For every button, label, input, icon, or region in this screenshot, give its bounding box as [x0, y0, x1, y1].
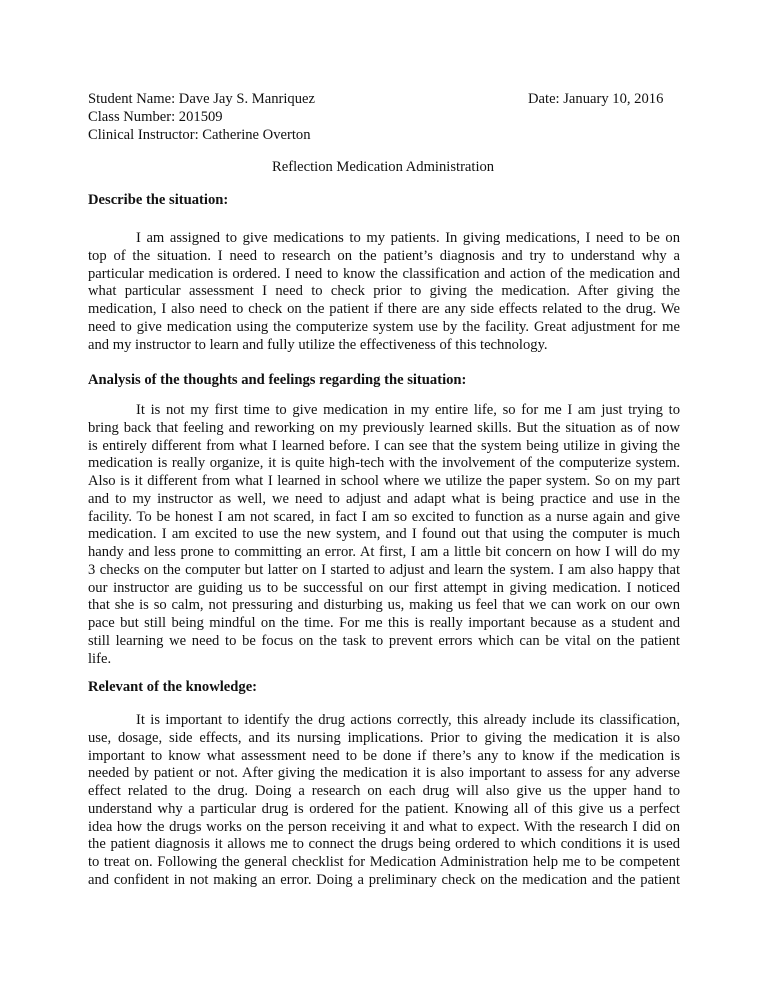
paragraph-line: medication is really organize, it is quite high-tech with the involvement of the computerize system. [88, 455, 680, 472]
paragraph-line: 3 checks on the computer but latter on I started to adjust and learn the system. I am also happy that [88, 561, 680, 578]
paragraph-line: needed by patient or not. After giving the medication it is also important to assess for any adverse [88, 765, 680, 782]
paragraph-line: what particular assessment I need to check prior to giving the medication. After giving the [88, 283, 680, 300]
paragraph-line: It is important to identify the drug actions correctly, this already include its classification, [136, 712, 680, 728]
student-name: Student Name: Dave Jay S. Manriquez [88, 91, 315, 107]
paragraph-line: life. [88, 650, 112, 667]
paragraph-line: top of the situation. I need to research on the patient’s diagnosis and try to understand why a [88, 247, 680, 264]
paragraph-line: pace but still being mindful on the time. For me this is really important because as a student and [88, 615, 680, 631]
paragraph-line: particular medication is ordered. I need to know the classification and action of the medication and [88, 265, 680, 282]
paragraph-line: use, dosage, side effects, and its nursing implications. Prior to giving the medication it is also [88, 729, 680, 746]
paragraph-line: facility. To be honest I am not scared, in fact I am so excited to function as a nurse again and give [88, 508, 680, 525]
date: Date: January 10, 2016 [528, 91, 664, 107]
paragraph-line: understand why a particular drug is ordered for the patient. Knowing all of this give us a perfect [88, 800, 680, 817]
paragraph-line: I am assigned to give medications to my patients. In giving medications, I need to be on [136, 230, 680, 246]
paragraph-line: handy and less prone to committing an error. At first, I am a little bit concern on how I will do my [88, 544, 680, 560]
section-heading: Describe the situation: [88, 192, 229, 208]
paragraph-line: Also is it different from what I learned in school where we utilize the paper system. So on my part [88, 473, 680, 489]
paragraph-line: and confident in not making an error. Doing a preliminary check on the medication and the patient [88, 871, 680, 888]
section-heading: Relevant of the knowledge: [88, 679, 258, 695]
paragraph-line: is entirely different from what I learned before. I can see that the system being utilize in giving the [88, 437, 680, 454]
paragraph-line: and to my instructor as well, we need to adjust and adapt what is being practice and use in the [88, 490, 680, 507]
clinical-instructor: Clinical Instructor: Catherine Overton [88, 127, 311, 143]
paragraph-line: still learning we need to be focus on the task to prevent errors which can be vital on the patient [88, 632, 680, 649]
paragraph-line: It is not my first time to give medication in my entire life, so for me I am just trying to [136, 402, 680, 418]
paragraph-line: need to give medication using the computerize system use by the facility. Great adjustment for me [88, 318, 680, 335]
paragraph-line: bring back that feeling and reworking on my previously learned skills. But the situation as of now [88, 419, 680, 436]
paragraph-line: the patient diagnosis it allows me to connect the drugs being ordered to which conditions it is used [88, 836, 680, 853]
paragraph-line: idea how the drugs works on the person receiving it and what to expect. With the research I did on [88, 818, 680, 835]
paragraph-line: medication. I am excited to use the new system, and I found out that using the computer is much [88, 526, 680, 543]
paragraph-line: medication, I also need to check on the patient if there are any side effects related to the drug. We [88, 301, 680, 317]
paragraph-line: our instructor are guiding us to be successful on our first attempt in giving medication. I noticed [88, 579, 680, 596]
class-number: Class Number: 201509 [88, 109, 223, 125]
paragraph-line: important to know what assessment need to be done if there’s any to know if the medication is [88, 747, 680, 764]
paragraph-line: and my instructor to learn and fully utilize the effectiveness of this technology. [88, 336, 548, 353]
paragraph-line: effect related to the drug. Doing a research on each drug will also give us the upper hand to [88, 783, 680, 799]
paragraph-line: to treat on. Following the general checklist for Medication Administration help me to be competent [88, 854, 680, 870]
paragraph-line: that she is so calm, not pressuring and disturbing us, making us feel that we can work on our own [88, 597, 680, 614]
section-heading: Analysis of the thoughts and feelings regarding the situation: [88, 372, 467, 388]
document-title: Reflection Medication Administration [272, 159, 495, 175]
